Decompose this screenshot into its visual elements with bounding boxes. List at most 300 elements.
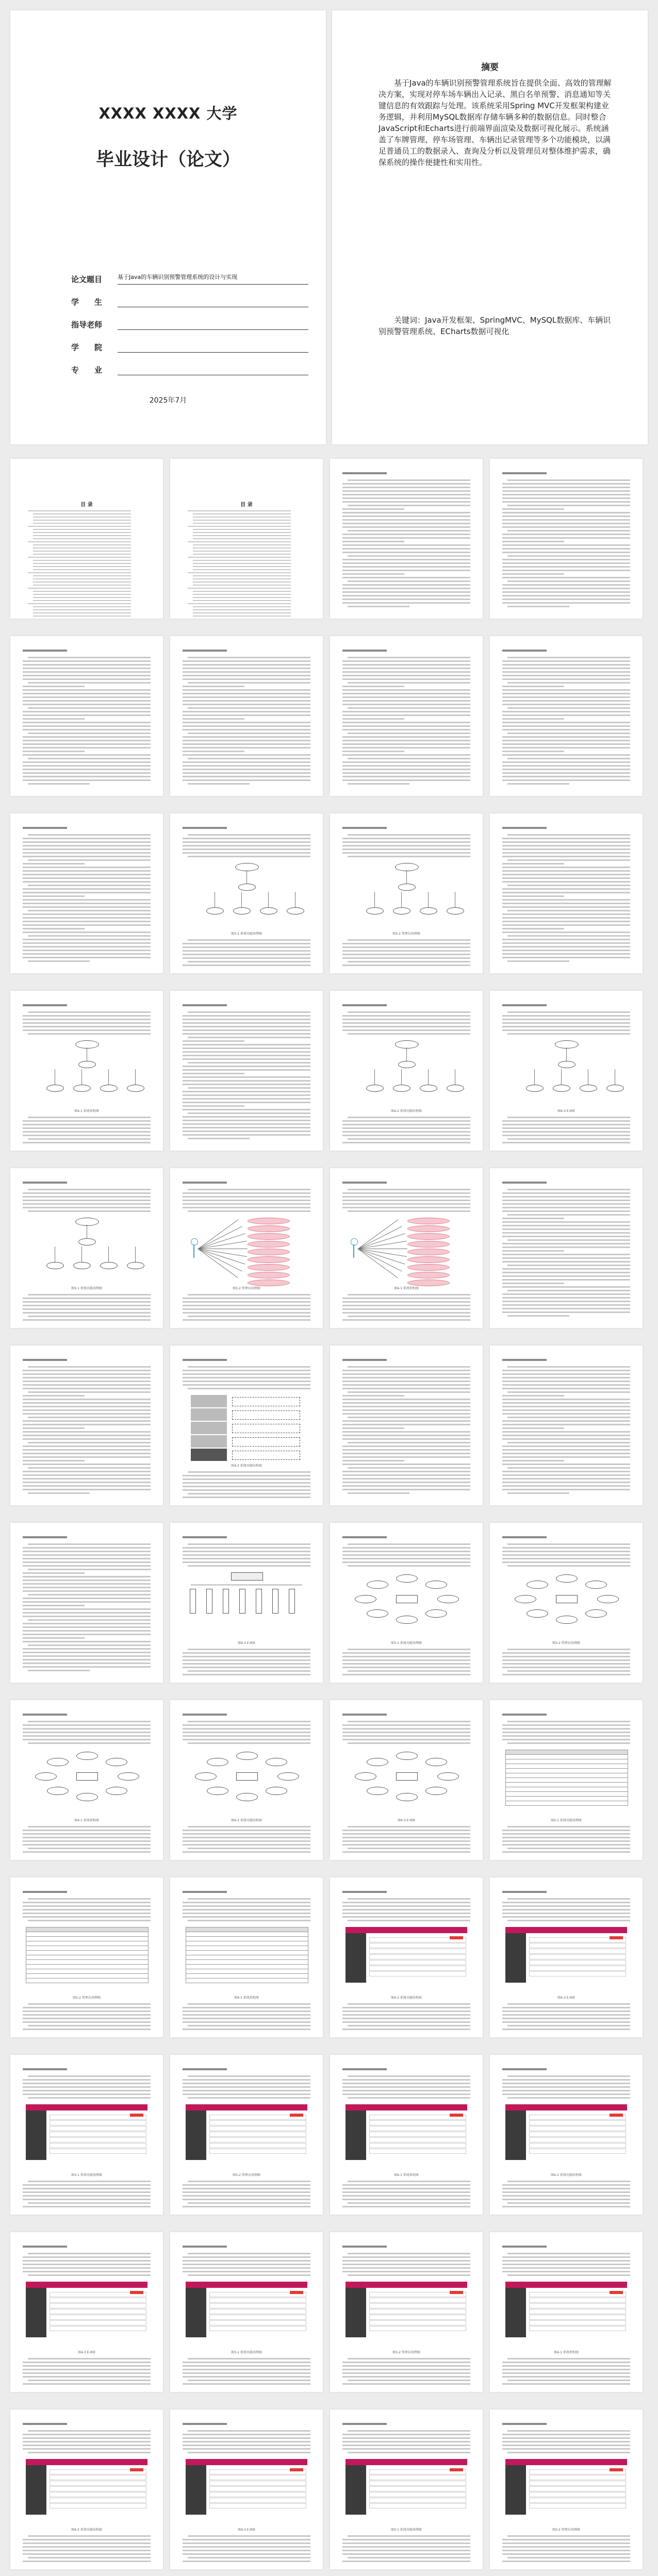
- text-line: [342, 2365, 470, 2367]
- text-line: [502, 743, 630, 745]
- text-line: [502, 870, 630, 872]
- text-line: [28, 733, 151, 734]
- text-line: [183, 693, 310, 694]
- thumbnail-page-3-2: [170, 636, 323, 796]
- figure-caption: 图4-1 系统架构图: [394, 2173, 419, 2177]
- toc-entry: [193, 575, 291, 576]
- diagram-node: [393, 907, 410, 915]
- toc-entry: [188, 588, 291, 589]
- text-line: [502, 1026, 630, 1027]
- text-line: [23, 1576, 151, 1577]
- text-line: [183, 718, 244, 720]
- field-value: [118, 318, 308, 330]
- text-line: [23, 1203, 151, 1205]
- text-line: [183, 668, 310, 669]
- toc-entry: [193, 594, 291, 595]
- text-line: [183, 2014, 310, 2016]
- er-attribute: [396, 1574, 418, 1583]
- text-line: [502, 494, 630, 495]
- text-line: [342, 1305, 470, 1306]
- text-line: [502, 696, 630, 698]
- text-line: [183, 2365, 310, 2367]
- text-line: [188, 1189, 310, 1190]
- text-line: [28, 657, 151, 658]
- toc-entry: [33, 554, 131, 555]
- er-attribute: [355, 1772, 376, 1781]
- toc-entry: [193, 535, 291, 536]
- text-line: [502, 1427, 564, 1429]
- thumbnail-page-8-2: [170, 1523, 323, 1683]
- text-line: [23, 1648, 151, 1650]
- app-action-button: [610, 1936, 623, 1939]
- text-line: [502, 1283, 564, 1284]
- diagram-node: [366, 1085, 384, 1092]
- section-heading: [183, 1714, 227, 1716]
- text-line: [502, 584, 630, 586]
- text-line: [183, 1091, 310, 1092]
- diagram-node: [395, 1040, 419, 1049]
- text-line: [183, 1192, 310, 1194]
- text-line: [183, 740, 310, 741]
- text-line: [28, 1619, 151, 1621]
- text-line: [183, 754, 310, 756]
- text-line: [23, 2365, 151, 2367]
- text-line: [502, 1124, 630, 1125]
- text-line: [342, 523, 470, 524]
- text-line: [342, 700, 470, 702]
- text-line: [28, 1417, 151, 1418]
- text-line: [23, 1616, 151, 1617]
- figure-caption: 图3-1 系统功能用例图: [551, 1819, 582, 1822]
- app-table-row: [529, 2149, 626, 2154]
- text-line: [507, 479, 630, 481]
- toc-entry: [33, 563, 131, 564]
- text-line: [188, 2003, 310, 2005]
- app-table-row: [529, 2320, 626, 2325]
- text-line: [348, 1721, 470, 1722]
- text-line: [183, 1909, 310, 1910]
- text-line: [183, 1109, 310, 1110]
- text-line: [183, 946, 310, 948]
- text-line: [183, 1551, 310, 1552]
- text-line: [507, 2535, 630, 2537]
- text-line: [28, 885, 151, 886]
- text-line: [342, 1427, 404, 1429]
- text-line: [342, 2079, 470, 2081]
- text-line: [183, 1301, 310, 1303]
- text-line: [502, 1561, 630, 1563]
- text-line: [23, 845, 151, 846]
- text-line: [23, 1666, 151, 1668]
- text-line: [502, 1909, 630, 1910]
- text-line: [23, 1301, 151, 1303]
- text-line: [23, 2021, 151, 2023]
- text-line: [23, 2090, 151, 2091]
- text-line: [502, 1413, 630, 1415]
- text-line: [183, 776, 310, 777]
- text-line: [502, 1254, 630, 1255]
- text-line: [507, 2097, 630, 2099]
- section-heading: [342, 2068, 387, 2070]
- diagram-edge: [374, 892, 375, 907]
- use-case-node: [407, 1233, 450, 1240]
- text-line: [28, 1569, 151, 1570]
- text-line: [348, 2430, 470, 2432]
- text-line: [23, 1641, 151, 1642]
- toc-entry: [193, 547, 291, 549]
- text-line: [507, 657, 630, 658]
- text-line: [348, 505, 470, 506]
- text-line: [342, 1192, 470, 1194]
- text-line: [502, 863, 564, 865]
- text-line: [23, 1127, 151, 1129]
- section-heading: [183, 1004, 227, 1006]
- text-line: [183, 943, 310, 944]
- cover-fields: [71, 262, 308, 375]
- text-line: [342, 487, 470, 488]
- toc-entry: [193, 569, 291, 570]
- figure-caption: 图3-2 管理员用例图: [233, 1287, 260, 1290]
- text-line: [502, 487, 630, 488]
- text-line: [502, 2260, 630, 2262]
- toc-entry: [193, 551, 291, 552]
- text-line: [23, 1587, 151, 1588]
- text-line: [342, 2546, 470, 2548]
- text-line: [183, 2188, 310, 2189]
- app-sidebar: [505, 1933, 526, 1983]
- app-table-row: [369, 2120, 466, 2125]
- text-line: [502, 2079, 630, 2081]
- app-action-button: [610, 2291, 623, 2294]
- section-heading: [183, 1182, 227, 1184]
- text-line: [502, 1373, 630, 1375]
- text-line: [188, 2557, 310, 2558]
- text-line: [507, 580, 630, 582]
- text-line: [342, 2372, 470, 2374]
- diagram-edge: [374, 1069, 375, 1085]
- text-line: [502, 1485, 630, 1487]
- toc-entry: [33, 513, 131, 514]
- toc-entry: [28, 541, 131, 542]
- actor-icon: [193, 1244, 194, 1258]
- text-line: [502, 1207, 630, 1208]
- app-table-row: [209, 2315, 306, 2320]
- diagram-node: [395, 863, 419, 871]
- text-line: [342, 2362, 470, 2363]
- text-line: [502, 668, 630, 669]
- text-line: [342, 2090, 470, 2091]
- text-line: [348, 707, 470, 709]
- text-line: [502, 559, 630, 560]
- app-table-row: [529, 2132, 626, 2137]
- text-line: [183, 1667, 310, 1668]
- text-line: [23, 1489, 151, 1490]
- text-line: [28, 1467, 151, 1469]
- text-line: [342, 595, 470, 596]
- text-line: [348, 2274, 470, 2276]
- text-line: [28, 2274, 151, 2276]
- text-line: [502, 577, 630, 578]
- text-line: [23, 838, 151, 839]
- text-line: [183, 2362, 310, 2363]
- section-heading: [502, 472, 547, 474]
- text-line: [342, 1196, 470, 1198]
- toc-entry: [33, 529, 131, 530]
- text-line: [342, 577, 470, 578]
- toc-entry: [33, 591, 131, 592]
- text-line: [342, 548, 470, 550]
- text-line: [348, 2452, 470, 2453]
- text-line: [502, 2188, 630, 2189]
- text-line: [23, 895, 85, 897]
- use-case-node: [407, 1218, 450, 1224]
- app-table-row: [529, 2315, 626, 2320]
- text-line: [23, 1124, 151, 1125]
- text-line: [342, 1554, 470, 1556]
- section-heading: [502, 827, 547, 829]
- use-case-edge: [358, 1220, 398, 1249]
- text-line: [183, 1066, 310, 1067]
- er-attribute: [207, 1787, 228, 1795]
- section-heading: [342, 1536, 387, 1538]
- app-table-row: [369, 2143, 466, 2148]
- text-line: [342, 1460, 404, 1461]
- app-action-button: [290, 2291, 303, 2294]
- text-line: [507, 733, 630, 734]
- text-line: [342, 1674, 470, 1675]
- cover-field-topic: [71, 262, 308, 285]
- text-line: [502, 689, 630, 691]
- text-line: [183, 1663, 310, 1665]
- er-attribute: [396, 1793, 418, 1801]
- er-attribute: [236, 1793, 258, 1801]
- text-line: [342, 2445, 470, 2446]
- text-line: [342, 490, 470, 492]
- er-attribute: [106, 1758, 127, 1766]
- text-line: [183, 2018, 310, 2019]
- text-line: [502, 1551, 630, 1552]
- text-line: [23, 892, 151, 893]
- text-line: [348, 1649, 470, 1650]
- text-line: [507, 1848, 630, 1849]
- text-line: [28, 2380, 151, 2381]
- text-line: [502, 747, 630, 749]
- app-table-row: [209, 2137, 306, 2142]
- text-line: [23, 1402, 151, 1404]
- text-line: [23, 953, 151, 955]
- thumbnail-page-6-1: [10, 1168, 163, 1328]
- thumbnail-page-6-4: [490, 1168, 643, 1328]
- text-line: [188, 2025, 310, 2026]
- field-value: [118, 295, 308, 307]
- text-line: [23, 693, 151, 694]
- text-line: [502, 881, 630, 883]
- use-case-node: [407, 1249, 450, 1255]
- text-line: [23, 1630, 151, 1632]
- text-line: [502, 1279, 630, 1281]
- toc-entry: [193, 517, 291, 518]
- arch-layer: [191, 1435, 227, 1448]
- text-line: [502, 1663, 630, 1665]
- text-line: [502, 1456, 630, 1458]
- text-line: [23, 1384, 151, 1386]
- text-line: [507, 885, 630, 886]
- field-value: 基于Java的车辆识别预警管理系统的设计与实现: [118, 273, 308, 285]
- text-line: [183, 1044, 310, 1045]
- text-line: [23, 888, 151, 890]
- app-header-bar: [505, 1927, 627, 1933]
- text-line: [348, 1011, 470, 1013]
- arch-layer: [191, 1449, 227, 1461]
- app-table-row: [369, 1960, 466, 1965]
- text-line: [183, 714, 310, 716]
- text-line: [28, 1594, 151, 1596]
- text-line: [23, 696, 151, 698]
- thumbnail-page-3-1: [10, 636, 163, 796]
- text-line: [23, 2383, 151, 2385]
- thumbnail-page-5-4: [490, 991, 643, 1151]
- text-line: [183, 1724, 310, 1726]
- app-sidebar: [26, 2110, 46, 2160]
- text-line: [502, 856, 630, 857]
- text-line: [342, 2383, 470, 2385]
- text-line: [23, 1634, 151, 1635]
- app-table-row: [369, 2132, 466, 2137]
- text-line: [23, 1580, 151, 1581]
- text-line: [183, 1475, 310, 1476]
- diagram-edge: [108, 1069, 109, 1085]
- arch-module: [232, 1451, 300, 1460]
- text-line: [342, 2542, 470, 2544]
- text-line: [188, 1037, 310, 1038]
- text-line: [502, 1225, 630, 1226]
- er-attribute: [367, 1609, 388, 1618]
- text-line: [183, 686, 244, 687]
- text-line: [348, 580, 470, 582]
- text-line: [183, 1116, 310, 1118]
- section-heading: [23, 1714, 67, 1716]
- field-label: 专 业: [71, 365, 103, 375]
- app-table-row: [529, 2481, 626, 2486]
- text-line: [342, 570, 470, 571]
- text-line: [183, 1916, 310, 1918]
- text-line: [507, 1649, 630, 1650]
- text-line: [23, 852, 151, 854]
- app-sidebar: [346, 2288, 366, 2337]
- section-heading: [23, 2068, 67, 2070]
- text-line: [28, 758, 151, 759]
- diagram-edge: [534, 1069, 535, 1085]
- text-line: [183, 1058, 310, 1060]
- field-value: [118, 363, 308, 375]
- text-line: [502, 1232, 630, 1234]
- text-line: [23, 2029, 151, 2030]
- thumbnail-page-7-2: [170, 1345, 323, 1505]
- section-heading: [183, 650, 227, 652]
- text-line: [342, 1851, 470, 1853]
- text-line: [342, 1482, 470, 1483]
- text-line: [502, 892, 630, 893]
- text-line: [23, 2206, 151, 2207]
- text-line: [348, 479, 470, 481]
- app-table-row: [369, 2303, 466, 2308]
- app-sidebar: [505, 2110, 526, 2160]
- er-attribute: [425, 1609, 447, 1618]
- text-line: [502, 1192, 630, 1194]
- text-line: [188, 2097, 310, 2099]
- text-line: [502, 2086, 630, 2088]
- text-line: [23, 2445, 151, 2446]
- text-line: [342, 722, 470, 723]
- app-table-row: [50, 2326, 146, 2331]
- diagram-node: [553, 1085, 570, 1092]
- text-line: [23, 867, 151, 868]
- text-line: [23, 2264, 151, 2265]
- text-line: [502, 2007, 630, 2008]
- table-row: [26, 1978, 149, 1983]
- text-line: [28, 2253, 151, 2254]
- text-line: [342, 943, 470, 944]
- text-line: [183, 1073, 244, 1074]
- text-line: [342, 2553, 470, 2555]
- text-line: [23, 776, 151, 777]
- app-table-row: [369, 1954, 466, 1959]
- text-line: [507, 2075, 630, 2077]
- text-line: [502, 1739, 630, 1740]
- app-table-row: [209, 2492, 306, 2497]
- text-line: [502, 1482, 630, 1483]
- text-line: [28, 1366, 151, 1368]
- text-line: [502, 2267, 630, 2269]
- text-line: [502, 932, 630, 933]
- text-line: [502, 946, 630, 948]
- text-line: [342, 1916, 470, 1918]
- toc-entry: [188, 572, 291, 573]
- thumbnail-page-8-4: [490, 1523, 643, 1683]
- text-line: [23, 1652, 151, 1653]
- text-line: [23, 2188, 151, 2189]
- app-table-row: [50, 2309, 146, 2314]
- text-line: [188, 657, 310, 658]
- text-line: [502, 1913, 630, 1914]
- text-line: [342, 1732, 470, 1733]
- app-action-button: [450, 2468, 463, 2471]
- text-line: [507, 1391, 630, 1393]
- text-line: [342, 1395, 404, 1397]
- text-line: [342, 957, 470, 959]
- section-heading: [23, 650, 67, 652]
- text-line: [502, 1022, 630, 1024]
- text-line: [23, 1026, 151, 1027]
- text-line: [348, 1033, 470, 1035]
- text-line: [28, 1033, 151, 1035]
- text-line: [342, 718, 404, 720]
- use-case-edge: [358, 1249, 405, 1265]
- thumbnail-page-3-4: [490, 636, 643, 796]
- text-line: [507, 2452, 630, 2453]
- text-line: [188, 1721, 310, 1722]
- app-table-row: [50, 2137, 146, 2142]
- text-line: [348, 1898, 470, 1900]
- text-line: [507, 1417, 630, 1418]
- text-line: [23, 2271, 151, 2272]
- text-line: [183, 2434, 310, 2435]
- cover-field-college: [71, 330, 308, 353]
- text-line: [23, 736, 151, 738]
- use-case-node: [407, 1272, 450, 1278]
- text-line: [502, 1674, 630, 1675]
- text-line: [342, 1652, 470, 1654]
